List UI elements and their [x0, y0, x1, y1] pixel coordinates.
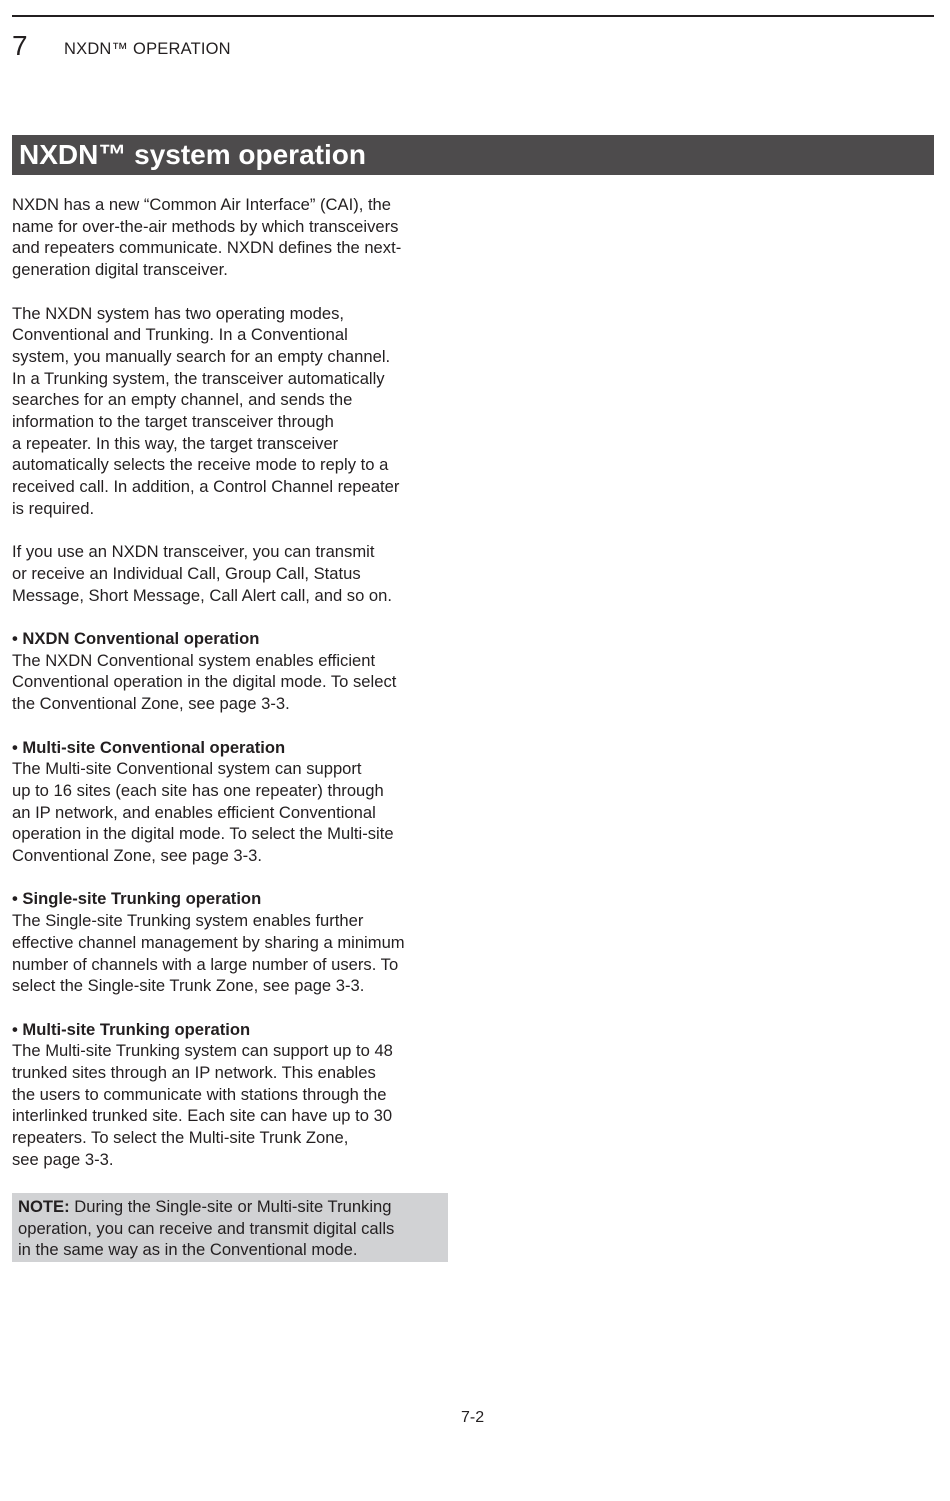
text-line: searches for an empty channel, and sends the: [12, 390, 353, 410]
text-line: generation digital transceiver.: [12, 260, 228, 280]
text-line: received call. In addition, a Control Channel repeater: [12, 477, 400, 497]
nxdn-conventional-section: [12, 628, 452, 715]
text-line: Message, Short Message, Call Alert call, and so on.: [12, 585, 393, 605]
header-rule: [12, 15, 934, 17]
text-line: select the Single-site Trunk Zone, see page 3-3.: [12, 976, 365, 996]
text-line: the users to communicate with stations through the: [12, 1084, 387, 1104]
text-line: Conventional Zone, see page 3-3.: [12, 846, 263, 866]
text-line: operation in the digital mode. To select the Multi-site: [12, 824, 394, 844]
text-line: In a Trunking system, the transceiver automatically: [12, 368, 385, 388]
single-site-trunking-heading: • Single-site Trunking operation: [12, 889, 262, 909]
text-line: and repeaters communicate. NXDN defines the next-: [12, 238, 402, 258]
note-line: in the same way as in the Conventional mode.: [18, 1240, 358, 1260]
text-line: number of channels with a large number of users. To: [12, 954, 399, 974]
page-number: 7-2: [461, 1409, 485, 1426]
chapter-title: NXDN™ OPERATION: [64, 40, 231, 58]
note-text: During the Single-site or Multi-site Trunking: [69, 1197, 392, 1216]
intro-paragraph-3: [12, 541, 452, 606]
text-line: The Multi-site Trunking system can support up to 48: [12, 1041, 393, 1061]
multi-site-conventional-section: [12, 737, 452, 867]
section-heading-bar: [12, 135, 934, 175]
intro-paragraph-2: [12, 303, 452, 520]
text-line: an IP network, and enables efficient Conventional: [12, 802, 376, 822]
text-line: The NXDN system has two operating modes,: [12, 303, 345, 323]
text-line: The Single-site Trunking system enables further: [12, 911, 364, 931]
nxdn-conventional-heading: • NXDN Conventional operation: [12, 629, 260, 649]
multi-site-trunking-section: [12, 1019, 452, 1171]
text-line: a repeater. In this way, the target transceiver: [12, 433, 339, 453]
text-line: is required.: [12, 498, 95, 518]
text-line: information to the target transceiver through: [12, 412, 334, 432]
text-line: The Multi-site Conventional system can support: [12, 759, 362, 779]
text-line: repeaters. To select the Multi-site Trunk Zone,: [12, 1128, 349, 1148]
text-line: interlinked trunked site. Each site can have up to 30: [12, 1106, 393, 1126]
intro-paragraph-1: [12, 194, 452, 281]
text-line: Conventional and Trunking. In a Conventional: [12, 325, 348, 345]
text-line: automatically selects the receive mode to reply to a: [12, 455, 389, 475]
body-text: [12, 194, 452, 1192]
note-label: NOTE:: [18, 1197, 70, 1216]
text-line: NXDN has a new “Common Air Interface” (CAI), the: [12, 195, 392, 214]
text-line: effective channel management by sharing a minimum: [12, 932, 405, 952]
single-site-trunking-section: [12, 888, 452, 997]
text-line: The NXDN Conventional system enables efficient: [12, 650, 376, 670]
note-line: operation, you can receive and transmit digital calls: [18, 1218, 395, 1238]
text-line: see page 3-3.: [12, 1149, 114, 1169]
text-line: or receive an Individual Call, Group Call, Status: [12, 563, 361, 583]
text-line: trunked sites through an IP network. This enables: [12, 1063, 376, 1083]
text-line: up to 16 sites (each site has one repeater) through: [12, 780, 384, 800]
chapter-number: 7: [12, 30, 28, 61]
text-line: If you use an NXDN transceiver, you can transmit: [12, 542, 375, 562]
section-title: NXDN™ system operation: [19, 139, 366, 170]
text-line: Conventional operation in the digital mode. To select: [12, 672, 397, 692]
note-box: [12, 1193, 448, 1262]
note-first-line: [18, 1196, 442, 1218]
text-line: name for over-the-air methods by which transceivers: [12, 216, 399, 236]
text-line: the Conventional Zone, see page 3-3.: [12, 694, 290, 714]
text-line: system, you manually search for an empty channel.: [12, 346, 391, 366]
multi-site-trunking-heading: • Multi-site Trunking operation: [12, 1019, 251, 1039]
multi-site-conventional-heading: • Multi-site Conventional operation: [12, 737, 286, 757]
